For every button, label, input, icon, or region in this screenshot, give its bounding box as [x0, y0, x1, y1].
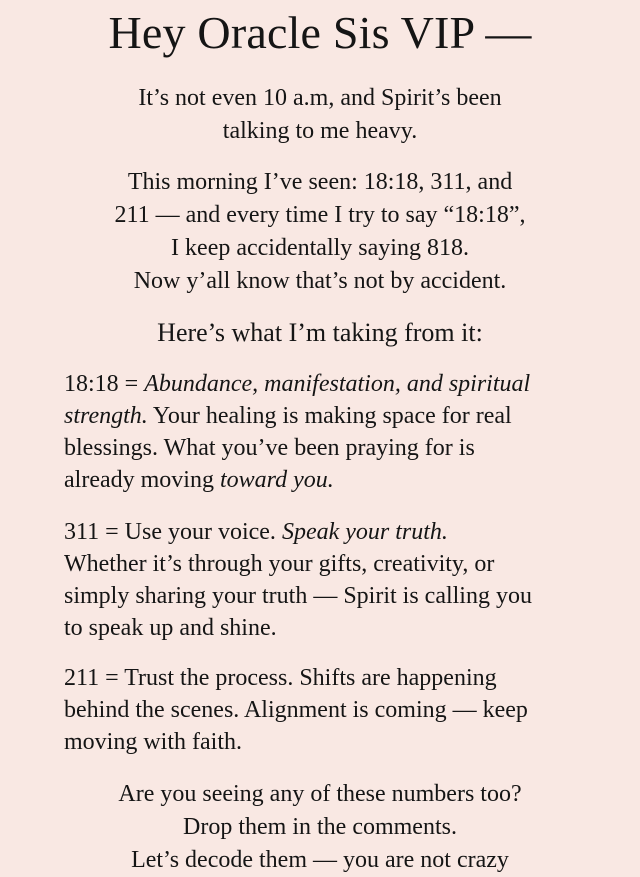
intro-line-2: talking to me heavy. [222, 118, 418, 144]
meaning-1818-line-1 [64, 368, 584, 400]
takeaway-heading: Here’s what I’m taking from it: [157, 318, 483, 347]
seen-line-4: Now y’all know that’s not by accident. [133, 268, 507, 294]
seen-line-2: 211 — and every time I try to say “18:18”, [114, 202, 526, 228]
meaning-311-line-1 [64, 516, 584, 548]
meaning-1818-line-2-rest: Your healing is making space for real [147, 403, 512, 429]
meaning-1818-italic-1: Abundance, manifestation, and spiritual [144, 371, 531, 397]
meaning-211-line-1: 211 = Trust the process. Shifts are happening [64, 665, 497, 691]
meaning-311-lead: 311 = Use your voice. [64, 519, 282, 545]
closing-line-3: Let’s decode them — you are not crazy [131, 847, 509, 873]
meaning-1818-lead: 18:18 = [64, 371, 145, 397]
seen-line-3: I keep accidentally saying 818. [171, 235, 469, 261]
meaning-1818-line-3: blessings. What you’ve been praying for is [64, 435, 475, 461]
meaning-311-line-2: Whether it’s through your gifts, creativity, or [64, 551, 495, 577]
numbers-seen-paragraph [0, 166, 640, 298]
meaning-1818-line-4 [64, 464, 584, 496]
meaning-211-line-2: behind the scenes. Alignment is coming — keep [64, 697, 528, 723]
meaning-311-line-4: to speak up and shine. [64, 615, 277, 641]
meaning-1818-line-4-start: already moving [64, 467, 220, 493]
meaning-311-italic: Speak your truth. [281, 519, 448, 545]
meaning-1818-line-2 [64, 400, 584, 432]
meaning-211-line-3: moving with faith. [64, 729, 242, 755]
seen-line-1: This morning I’ve seen: 18:18, 311, and [127, 169, 513, 195]
intro-paragraph [0, 82, 640, 148]
meaning-311-line-3: simply sharing your truth — Spirit is calling you [64, 583, 532, 609]
page-title: Hey Oracle Sis VIP — [108, 7, 532, 58]
meaning-1818-line-4-italic: toward you. [219, 467, 334, 493]
closing-line-2: Drop them in the comments. [183, 814, 457, 840]
meaning-311 [64, 516, 584, 644]
meaning-1818-italic-2: strength. [64, 403, 148, 429]
meaning-1818 [64, 368, 584, 496]
closing-line-1: Are you seeing any of these numbers too? [118, 781, 522, 807]
intro-line-1: It’s not even 10 a.m, and Spirit’s been [138, 85, 502, 111]
closing-paragraph [0, 778, 640, 877]
meaning-211 [64, 662, 584, 758]
